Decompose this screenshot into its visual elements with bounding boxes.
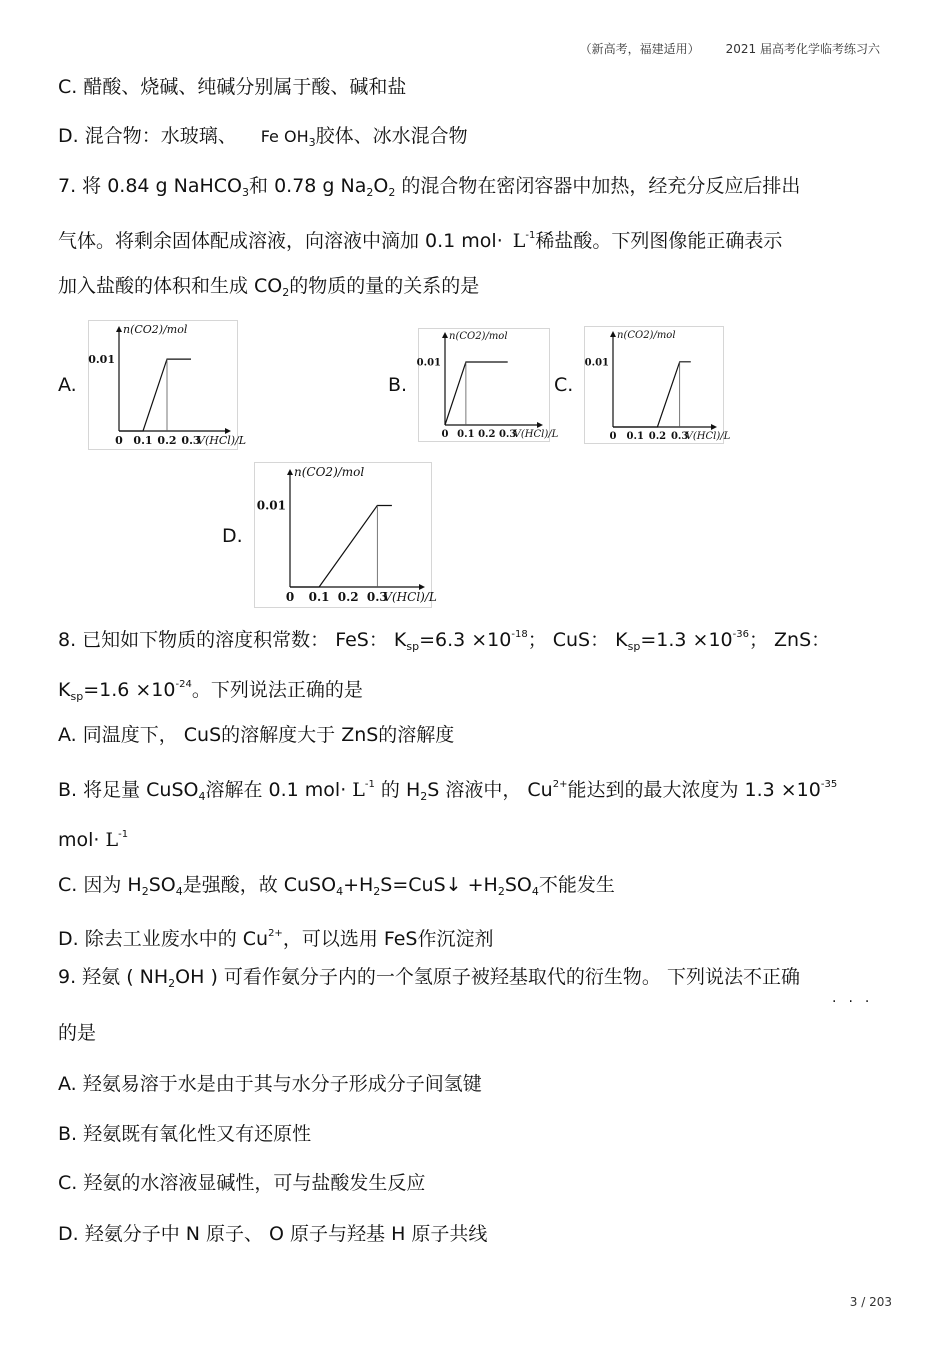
q8-c-m: 不能发生 <box>538 874 615 896</box>
x-axis-label: V(HCl)/L <box>513 429 559 440</box>
x-tick-label: 0.3 <box>366 590 388 604</box>
y-axis-arrow <box>610 331 616 337</box>
q9-t1c: OH ) 可看作氨分子内的一个氢原子被羟基取代的衍生物。 下列说法不正确 <box>175 966 800 988</box>
q9-option-a: A. 羟氨易溶于水是由于其与水分子形成分子间氢键 <box>58 1073 482 1095</box>
q9-stem-line1 <box>58 964 800 997</box>
q7-option-b-label: B. <box>388 374 408 396</box>
q8-option-c <box>58 872 615 905</box>
q8-t2e: 。下列说法正确的是 <box>191 679 363 701</box>
q7-t2d: 稀盐酸。下列图像能正确表示 <box>535 230 783 252</box>
q8-d-a: D. 除去工业废水中的 Cu <box>58 928 269 950</box>
header-right: 2021 届高考化学临考练习六 <box>725 42 880 56</box>
chart-c <box>584 326 731 444</box>
q7-option-c-label: C. <box>554 374 574 396</box>
q8-c-f: 4 <box>336 885 344 898</box>
series-line <box>445 362 508 425</box>
q9-option-d: D. 羟氨分子中 N 原子、 O 原子与羟基 H 原子共线 <box>58 1223 488 1245</box>
chart-a <box>88 320 247 450</box>
y-tick-label: 0.01 <box>88 352 115 366</box>
q8-b-c: 溶解在 0.1 mol· <box>205 779 353 801</box>
q6-d-pre: D. 混合物：水玻璃、 <box>58 125 237 147</box>
q7-t3b: 2 <box>282 286 290 299</box>
page-number: 3 / 203 <box>849 1295 892 1309</box>
q8-t1f: sp <box>627 640 641 653</box>
q8-b2-a: mol· <box>58 829 106 851</box>
chart-d <box>254 462 437 608</box>
q8-option-b-line1 <box>58 772 837 810</box>
y-axis-label: n(CO2)/mol <box>617 330 676 341</box>
q7-t3a: 加入盐酸的体积和生成 CO <box>58 275 283 297</box>
q8-stem-line1 <box>58 622 830 660</box>
q9-stem-line2: 的是 <box>58 1022 97 1044</box>
q8-c-c: SO <box>148 874 176 896</box>
q7-stem-line1 <box>58 173 800 206</box>
q7-t1g: 的混合物在密闭容器中加热，经充分反应后排出 <box>395 175 801 197</box>
q7-t1f: 2 <box>388 186 396 199</box>
chart-b <box>416 328 559 442</box>
header-left: （新高考，福建适用） <box>579 42 700 56</box>
q8-c-l: 4 <box>531 885 539 898</box>
x-tick-label: 0 <box>609 431 617 442</box>
series-line <box>613 362 691 427</box>
q6-d-formula: Fe OH <box>260 127 309 146</box>
q6-option-c: C. 醋酸、烧碱、纯碱分别属于酸、碱和盐 <box>58 76 407 98</box>
q8-d-b: 2+ <box>268 928 283 939</box>
q8-c-e: 是强酸，故 CuSO <box>182 874 337 896</box>
x-tick-label: 0.1 <box>626 431 644 442</box>
y-tick-label: 0.01 <box>416 357 441 369</box>
q8-stem-line2 <box>58 672 363 710</box>
x-tick-label: 0 <box>285 590 295 604</box>
chart-d-svg <box>255 463 437 607</box>
q7-t2b: L <box>512 230 526 252</box>
x-axis-arrow <box>537 422 543 428</box>
x-tick-label: 0 <box>441 429 449 440</box>
q8-b-k: -35 <box>820 779 838 790</box>
x-tick-label: 0.2 <box>478 429 496 440</box>
q8-b-f: 的 H <box>374 779 421 801</box>
q7-t1e: O <box>373 175 389 197</box>
y-axis-arrow <box>116 326 122 332</box>
q7-t3c: 的物质的量的关系的是 <box>289 275 480 297</box>
y-axis-label: n(CO2)/mol <box>123 323 188 336</box>
x-axis-label: V(HCl)/L <box>685 431 731 442</box>
y-axis-arrow <box>287 469 293 475</box>
q8-c-h: 2 <box>373 885 381 898</box>
q8-t1g: =1.3 ×10 <box>640 629 733 651</box>
q8-t2a: K <box>58 679 71 701</box>
q8-t1c: =6.3 ×10 <box>419 629 512 651</box>
q8-t1a: 8. 已知如下物质的溶度积常数： FeS： K <box>58 629 407 651</box>
q8-t2c: =1.6 ×10 <box>83 679 176 701</box>
y-axis-arrow <box>442 332 448 338</box>
x-tick-label: 0.2 <box>337 590 359 604</box>
y-tick-label: 0.01 <box>584 357 609 369</box>
q6-option-d <box>58 123 468 156</box>
chart-c-svg <box>584 327 731 443</box>
x-tick-label: 0.3 <box>181 434 201 447</box>
q7-t2c: -1 <box>525 230 536 241</box>
q8-b-b: 4 <box>198 790 206 803</box>
q7-t2a: 气体。将剩余固体配成溶液，向溶液中滴加 0.1 mol· <box>58 230 503 252</box>
x-tick-label: 0 <box>115 434 123 447</box>
q8-c-g: +H <box>343 874 374 896</box>
q7-option-d-label: D. <box>222 525 243 547</box>
q8-b2-c: -1 <box>118 829 129 840</box>
x-axis-arrow <box>711 424 717 430</box>
q7-t1b: 3 <box>242 186 250 199</box>
q8-b-h: S 溶液中， Cu <box>427 779 553 801</box>
chart-b-svg <box>416 329 559 441</box>
q8-t1b: sp <box>406 640 420 653</box>
q6-d-sub: 3 <box>308 136 316 149</box>
y-axis-label: n(CO2)/mol <box>294 465 365 479</box>
y-axis-label: n(CO2)/mol <box>449 331 508 342</box>
q8-c-b: 2 <box>141 885 149 898</box>
series-line <box>290 506 392 588</box>
y-tick-label: 0.01 <box>256 498 286 513</box>
q7-t1a: 7. 将 0.84 g NaHCO <box>58 175 243 197</box>
q8-b-i: 2+ <box>552 779 568 790</box>
q7-t1c: 和 0.78 g Na <box>249 175 367 197</box>
q8-c-i: S=CuS↓ +H <box>380 874 498 896</box>
q9-t1a: 9. 羟氨 ( NH <box>58 966 169 988</box>
x-axis-label: V(HCl)/L <box>197 434 247 447</box>
x-tick-label: 0.1 <box>133 434 153 447</box>
q9-option-c: C. 羟氨的水溶液显碱性，可与盐酸发生反应 <box>58 1172 426 1194</box>
x-tick-label: 0.3 <box>670 431 689 442</box>
emphasis-dots: ··· <box>832 994 882 1010</box>
q7-stem-line2 <box>58 223 782 254</box>
q8-c-a: C. 因为 H <box>58 874 142 896</box>
q8-option-d <box>58 921 494 952</box>
q7-option-a-label: A. <box>58 374 77 396</box>
q8-b2-b: L <box>105 829 119 851</box>
q8-b-d: L <box>352 779 365 801</box>
q8-t1d: -18 <box>511 629 528 640</box>
q9-t1b: 2 <box>168 977 176 990</box>
q8-c-k: SO <box>504 874 532 896</box>
q8-d-c: ，可以选用 FeS作沉淀剂 <box>282 928 494 950</box>
q6-d-post: 胶体、冰水混合物 <box>315 125 468 147</box>
page-header <box>580 40 880 57</box>
q8-b-a: B. 将足量 CuSO <box>58 779 199 801</box>
q7-t1d: 2 <box>366 186 374 199</box>
series-line <box>119 359 191 431</box>
q8-option-a: A. 同温度下， CuS的溶解度大于 ZnS的溶解度 <box>58 724 455 746</box>
chart-a-svg <box>88 321 247 449</box>
x-tick-label: 0.2 <box>648 431 667 442</box>
x-tick-label: 0.1 <box>457 429 475 440</box>
q8-c-d: 4 <box>175 885 183 898</box>
q8-b-g: 2 <box>420 790 428 803</box>
q8-option-b-line2 <box>58 822 128 853</box>
q8-b-j: 能达到的最大浓度为 1.3 ×10 <box>567 779 821 801</box>
x-tick-label: 0.2 <box>157 434 177 447</box>
x-tick-label: 0.3 <box>498 429 517 440</box>
x-axis-label: V(HCl)/L <box>383 590 437 604</box>
q8-t1h: -36 <box>732 629 749 640</box>
x-tick-label: 0.1 <box>308 590 330 604</box>
q8-c-j: 2 <box>497 885 505 898</box>
q8-b-e: -1 <box>364 779 375 790</box>
q8-t1e: ； CuS： K <box>527 629 628 651</box>
q8-t2b: sp <box>70 690 84 703</box>
q8-t2d: -24 <box>175 679 192 690</box>
q9-option-b: B. 羟氨既有氧化性又有还原性 <box>58 1123 312 1145</box>
q7-stem-line3 <box>58 273 479 306</box>
q8-t1i: ； ZnS： <box>748 629 831 651</box>
